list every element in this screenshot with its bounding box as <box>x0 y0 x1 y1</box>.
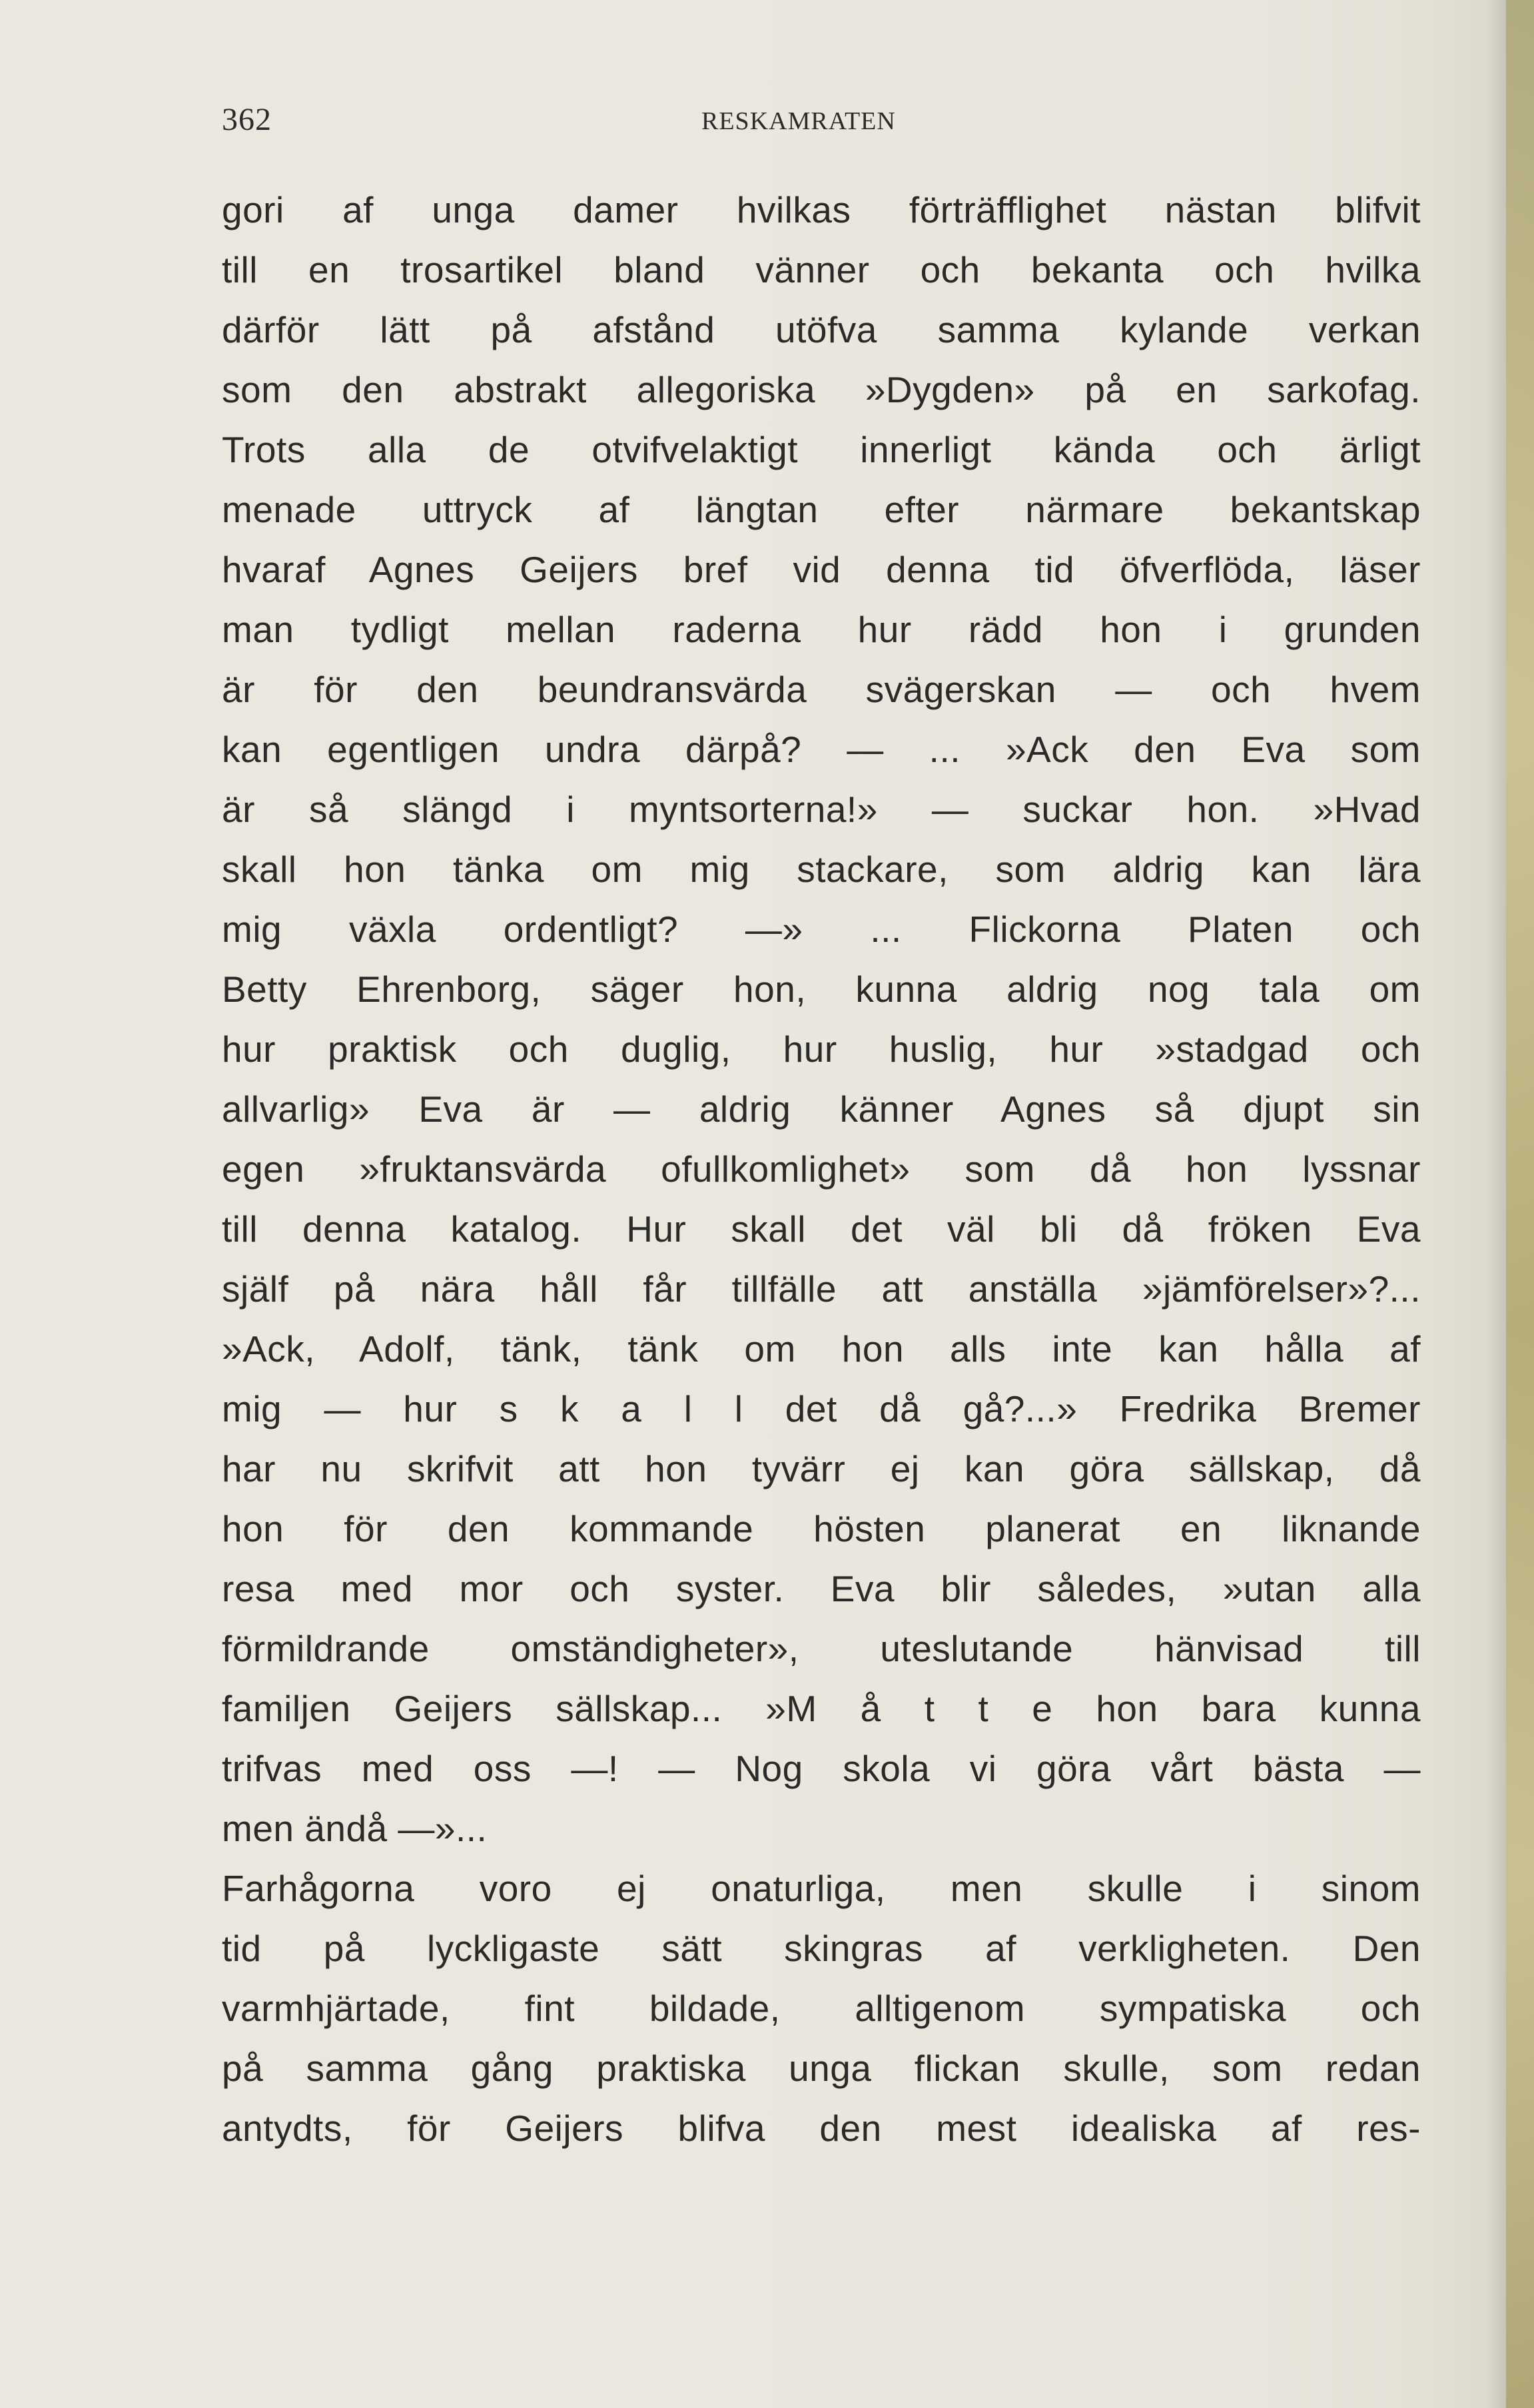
page-edge-strip <box>1506 0 1534 2408</box>
text-line: kan egentligen undra därpå? — ... »Ack den Eva som <box>222 729 1421 770</box>
text-line: på samma gång praktiska unga flickan skulle, som redan <box>222 2048 1421 2089</box>
text-line: själf på nära håll får tillfälle att anställa »jämförelser»?... <box>222 1268 1421 1310</box>
text-line: trifvas med oss —! — Nog skola vi göra vårt bästa — <box>222 1748 1421 1789</box>
text-line: allvarlig» Eva är — aldrig känner Agnes så djupt sin <box>222 1088 1421 1130</box>
text-line: Betty Ehrenborg, säger hon, kunna aldrig nog tala om <box>222 969 1421 1010</box>
text-line: därför lätt på afstånd utöfva samma kylande verkan <box>222 309 1421 350</box>
page-edge-shadow <box>1486 0 1506 2408</box>
text-line: hur praktisk och duglig, hur huslig, hur »stadgad och <box>222 1028 1421 1070</box>
running-head: RESKAMRATEN <box>701 107 896 135</box>
text-line: egen »fruktansvärda ofullkomlighet» som då hon lyssnar <box>222 1148 1421 1190</box>
text-line: förmildrande omständigheter», uteslutande hänvisad till <box>222 1628 1421 1669</box>
text-line: antydts, för Geijers blifva den mest idealiska af res- <box>222 2108 1421 2149</box>
paragraph-start-line: Farhågorna voro ej onaturliga, men skulle i sinom <box>222 1868 1421 1909</box>
text-line: hon för den kommande hösten planerat en liknande <box>222 1508 1421 1549</box>
text-line: familjen Geijers sällskap... »M å t t e hon bara kunna <box>222 1688 1421 1729</box>
text-line: varmhjärtade, fint bildade, alltigenom sympatiska och <box>222 1988 1421 2029</box>
text-line: mig växla ordentligt? —» ... Flickorna Platen och <box>222 909 1421 950</box>
text-line: gori af unga damer hvilkas förträfflighet nästan blifvit <box>222 189 1421 230</box>
text-line: till denna katalog. Hur skall det väl bli då fröken Eva <box>222 1208 1421 1250</box>
text-line: är så slängd i myntsorterna!» — suckar hon. »Hvad <box>222 789 1421 830</box>
text-line: som den abstrakt allegoriska »Dygden» på en sarkofag. <box>222 369 1421 410</box>
text-line: Trots alla de otvifvelaktigt innerligt kända och ärligt <box>222 429 1421 470</box>
text-line: mig — hur s k a l l det då gå?...» Fredrika Bremer <box>222 1388 1421 1429</box>
text-line: är för den beundransvärda svägerskan — och hvem <box>222 669 1421 710</box>
text-line: »Ack, Adolf, tänk, tänk om hon alls inte kan hålla af <box>222 1328 1421 1370</box>
body-text <box>222 180 1421 2158</box>
text-line: skall hon tänka om mig stackare, som aldrig kan lära <box>222 849 1421 890</box>
text-line: hvaraf Agnes Geijers bref vid denna tid öfverflöda, läser <box>222 549 1421 590</box>
text-line: menade uttryck af längtan efter närmare bekantskap <box>222 489 1421 530</box>
page-number: 362 <box>222 102 272 137</box>
text-line: resa med mor och syster. Eva blir således, »utan alla <box>222 1568 1421 1609</box>
text-line: till en trosartikel bland vänner och bekanta och hvilka <box>222 249 1421 290</box>
text-line: tid på lyckligaste sätt skingras af verkligheten. Den <box>222 1928 1421 1969</box>
text-line: man tydligt mellan raderna hur rädd hon i grunden <box>222 609 1421 650</box>
paragraph-end-line: men ändå —»... <box>222 1808 488 1849</box>
text-line: har nu skrifvit att hon tyvärr ej kan göra sällskap, då <box>222 1448 1421 1489</box>
page-header <box>222 101 1414 148</box>
